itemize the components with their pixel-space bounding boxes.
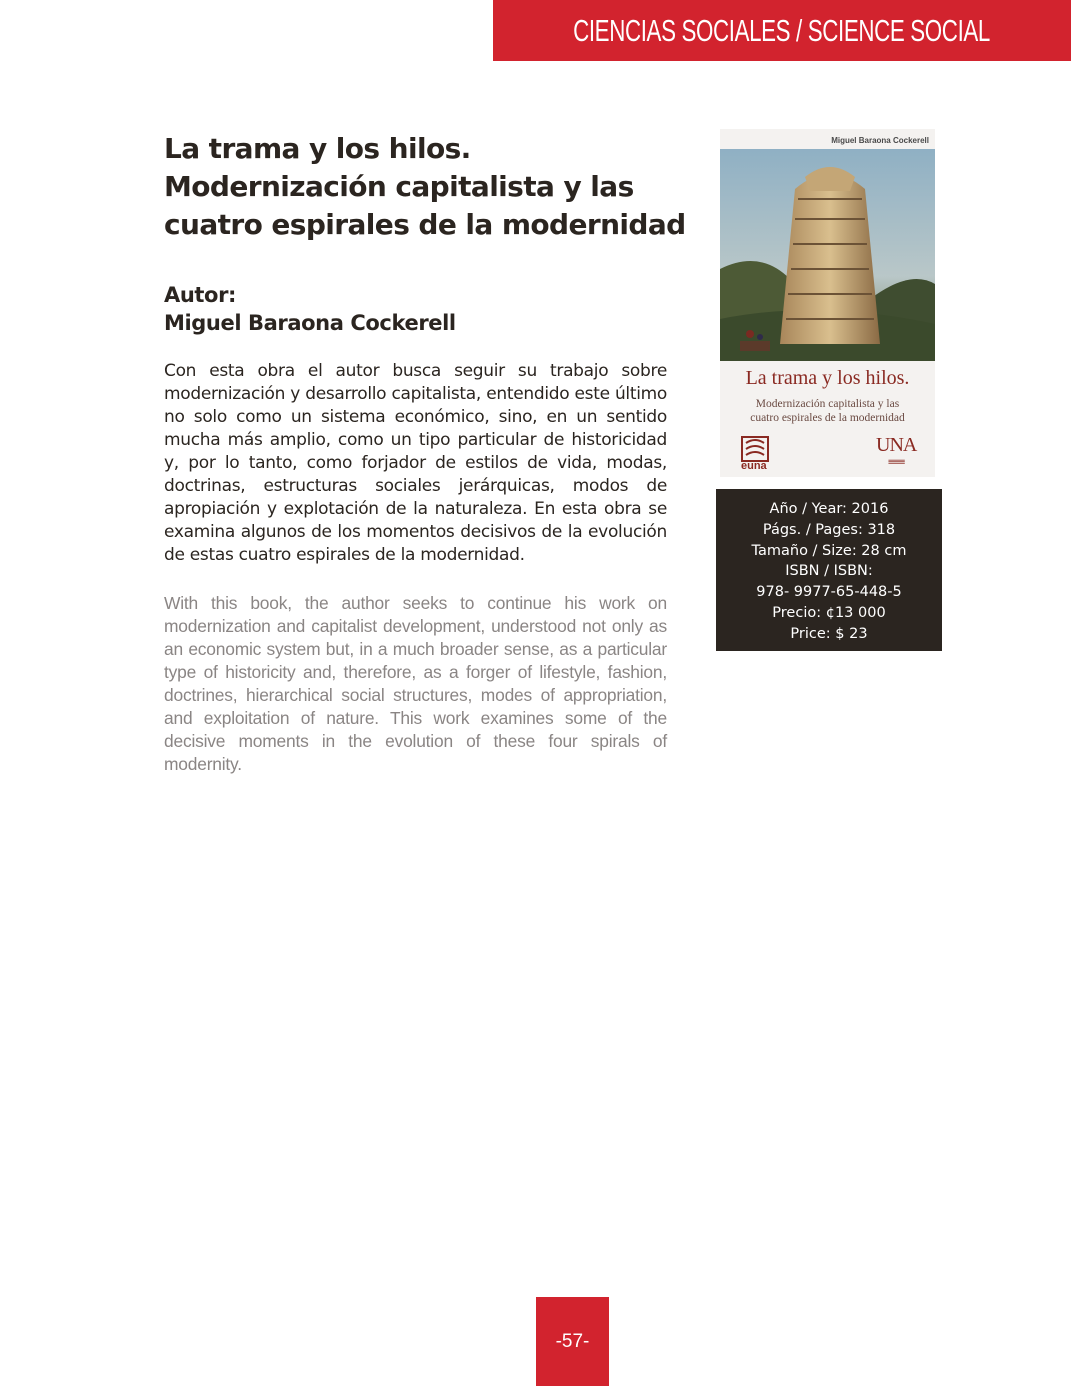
- book-title-line: cuatro espirales de la modernidad: [164, 208, 686, 241]
- cover-author: Miguel Baraona Cockerell: [831, 136, 929, 145]
- author-label: Autor:: [164, 283, 237, 307]
- book-title: [164, 130, 704, 244]
- publisher-una: UNA: [876, 434, 917, 456]
- description-english: With this book, the author seeks to continue his work on modernization and capitalist development, understood not only as an economic system but, in a much broader sense, as a particular type of historicity and, therefore, as a forger of lifestyle, fashion, doctrines, hierarchical social structures, modes of appropriation, and exploitation of nature. This work examines some of the decisive moments in the evolution of these four spirals of modernity.: [164, 593, 667, 774]
- author-name: Miguel Baraona Cockerell: [164, 311, 456, 335]
- section-header-text: CIENCIAS SOCIALES / SCIENCE SOCIAL: [573, 12, 991, 48]
- info-year: Año / Year: 2016: [769, 501, 889, 517]
- cover-title: La trama y los hilos.: [745, 367, 910, 389]
- description-spanish: Con esta obra el autor busca seguir su trabajo sobre modernización y desarrollo capitalista, entendido este último no solo como un sistema económico, sino, en un sentido mucha más amplio, como un tipo particular de historicidad y, por lo tanto, como forjador de estilos de vida, modas, doctrinas, estructuras sociales jerárquicas, modos de apropiación y explotación de la naturaleza. En esta obra se examina algunos de los momentos decisivos de la evolución de estas cuatro espirales de la modernidad.: [164, 361, 667, 565]
- info-isbn-label: ISBN / ISBN:: [785, 563, 873, 580]
- publisher-euna: euna: [741, 460, 767, 472]
- book-info-box: [716, 489, 942, 651]
- cover-subtitle: [720, 397, 935, 425]
- book-cover-image: [720, 129, 935, 477]
- info-isbn: 978- 9977-65-448-5: [756, 584, 902, 601]
- una-logo-icon: [875, 459, 919, 473]
- book-title-line: Modernización capitalista y las: [164, 170, 634, 203]
- info-price-local: Precio: ¢13 000: [772, 604, 886, 621]
- tower-of-babel-painting: [720, 149, 935, 361]
- cover-subtitle-line: Modernización capitalista y las: [755, 398, 900, 410]
- cover-subtitle-line: cuatro espirales de la modernidad: [750, 412, 905, 424]
- info-size: Tamaño / Size: 28 cm: [751, 542, 907, 559]
- page-number: -57-: [536, 1297, 609, 1386]
- book-title-line: La trama y los hilos.: [164, 132, 471, 165]
- info-pages: Págs. / Pages: 318: [762, 521, 896, 538]
- info-price-usd: Price: $ 23: [790, 625, 868, 642]
- section-header-banner: [493, 0, 1071, 61]
